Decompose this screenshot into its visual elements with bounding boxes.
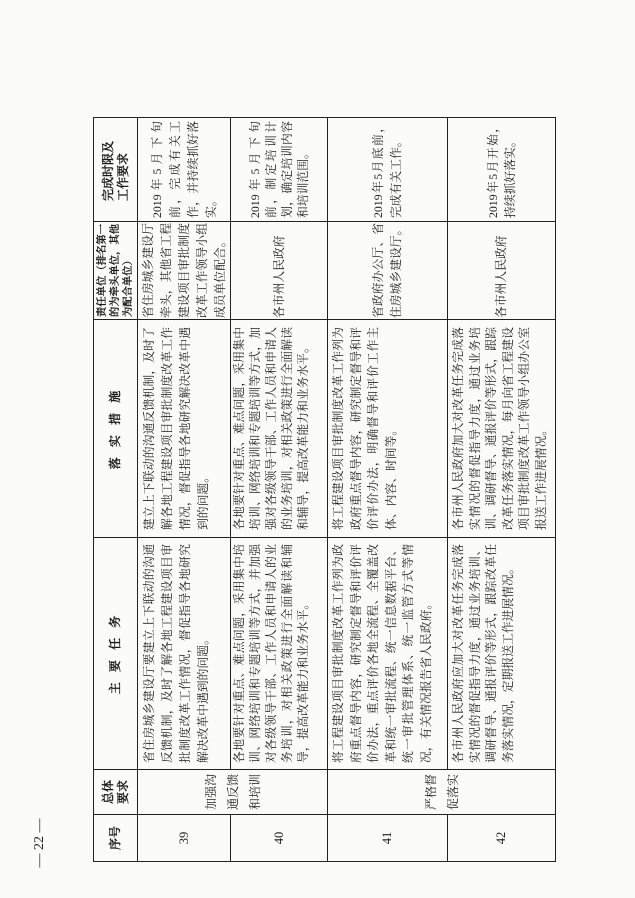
measure-cell: 建立上下联动的沟通反馈机制，及时了解各地工程建设项目审批制度改革工作情况，督促指导各地研究解决改革中遇到的问题。 bbox=[138, 320, 231, 538]
task-cell: 各市州人民政府应加大对改革任务完成落实情况的督促指导力度，通过业务培训、调研督导、通报评价等形式，跟踪改革任务落实情况，定期报送工作进展情况。 bbox=[448, 538, 556, 770]
task-cell: 各地要针对重点、难点问题，采用集中培训、网络培训和专题培训等方式，并加强对各级领导干部、工作人员和申请人的业务培训，对相关政策进行全面解读和辅导，提高改革能力和业务水平。 bbox=[231, 538, 328, 770]
row-seq: 41 bbox=[328, 815, 448, 862]
table-row bbox=[448, 118, 556, 862]
table-row bbox=[138, 118, 231, 862]
rotated-table-frame bbox=[93, 118, 555, 862]
deadline-cell: 2019年5月下旬前，制定培训计划，确定培训内容和培训范围。 bbox=[231, 118, 328, 222]
deadline-cell: 2019年5月底前，完成有关工作。 bbox=[328, 118, 448, 222]
header-overall-requirement: 总体要求 bbox=[94, 770, 138, 815]
page-number: — 22 — bbox=[32, 818, 47, 868]
deadline-cell: 2019年5月开始，持续抓好落实。 bbox=[448, 118, 556, 222]
measure-cell: 各地要针对重点、难点问题，采用集中培训、网络培训和专题培训等方式，加强对各级领导干部、工作人员和申请人的业务培训，对相关政策进行全面解读和辅导，提高改革能力和业务水平。 bbox=[231, 320, 328, 538]
header-responsible-unit: 责任单位（排名第一的为牵头单位，其他为配合单位） bbox=[94, 222, 138, 320]
header-deadline: 完成时限及工作要求 bbox=[94, 118, 138, 222]
measure-cell: 将工程建设项目审批制度改革工作列为政府重点督导内容，研究制定督导和评价评价办法，明确督导和评价工作主体、内容、时间等。 bbox=[328, 320, 448, 538]
task-cell: 省住房城乡建设厅要建立上下联动的沟通反馈机制，及时了解各地工程建设项目审批制度改革工作情况，督促指导各地研究解决改革中遇到的问题。 bbox=[138, 538, 231, 770]
responsible-cell: 省政府办公厅、省住房城乡建设厅。 bbox=[328, 222, 448, 320]
table-row bbox=[328, 118, 448, 862]
task-cell: 将工程建设项目审批制度改革工作列为政府重点督导内容，研究制定督导和评价评价办法，重点评价各地全流程、全覆盖改革和统一审批流程、统一信息数据平台、统一审批管理体系、统一监管方式等情况，有关情况报告省人民政府。 bbox=[328, 538, 448, 770]
task-table bbox=[93, 117, 556, 862]
responsible-cell: 各市州人民政府 bbox=[448, 222, 556, 320]
header-main-task: 主 要 任 务 bbox=[94, 538, 138, 770]
row-seq: 40 bbox=[231, 815, 328, 862]
responsible-cell: 各市州人民政府 bbox=[231, 222, 328, 320]
deadline-cell: 2019年5月下旬前，完成有关工作，并持续抓好落实。 bbox=[138, 118, 231, 222]
table-row bbox=[231, 118, 328, 862]
header-seq: 序号 bbox=[94, 815, 138, 862]
row-seq: 39 bbox=[138, 815, 231, 862]
table-header-row bbox=[94, 118, 138, 862]
measure-cell: 各市州人民政府加大对改革任务完成落实情况的督促指导力度，通过业务培训、调研督导、通报评价等形式，跟踪改革任务落实情况，每月向省工程建设项目审批制度改革工作领导小组办公室报送工作进展情况。 bbox=[448, 320, 556, 538]
group-label: 严格督促落实 bbox=[328, 770, 556, 815]
header-implementation-measure: 落 实 措 施 bbox=[94, 320, 138, 538]
responsible-cell: 省住房城乡建设厅牵头，其他省工程建设项目审批制度改革工作领导小组成员单位配合。 bbox=[138, 222, 231, 320]
row-seq: 42 bbox=[448, 815, 556, 862]
group-label: 加强沟通反馈和培训 bbox=[138, 770, 328, 815]
